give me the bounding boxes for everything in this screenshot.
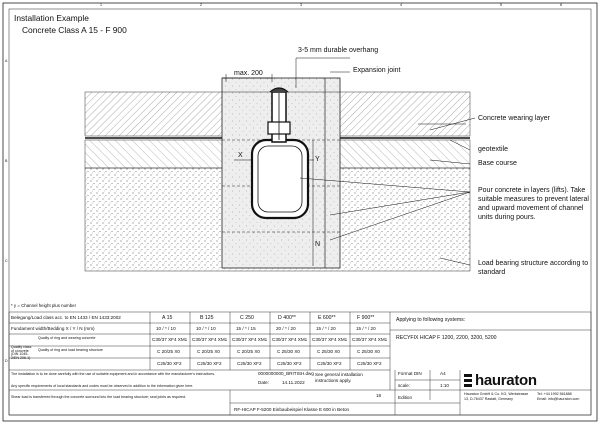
table-cell: 10 / * / 10 bbox=[196, 326, 216, 331]
hauraton-logo-mark bbox=[464, 374, 472, 387]
drawing-number: 0000000000_BRITISH.dwg bbox=[258, 371, 314, 376]
file-name: RF-HICAP F-5200 Einbaubeispiel Klasse E 600 in Beton bbox=[234, 407, 350, 412]
company-address: Hauraton GmbH & Co. KG, Werkstrasse 13, D-76437 Rastatt, Germany bbox=[464, 392, 529, 401]
company-phone: Tel: +44 1992 561888 bbox=[537, 392, 572, 396]
table-cell: C 25/30 X0 bbox=[317, 349, 340, 354]
applying-title: Applying to following systems: bbox=[396, 317, 466, 323]
border-letter: D bbox=[5, 359, 8, 363]
table-cell: C 25/30 X0 bbox=[277, 349, 300, 354]
scale-label: scale: bbox=[398, 383, 411, 388]
border-letter: C bbox=[5, 259, 8, 263]
table-cell: C30/37 XF4 XM1 bbox=[272, 337, 308, 342]
label-dim-n: N bbox=[315, 241, 321, 248]
note: The installation is to be done carefully with the use of suitable equipment and in accordance with the manufacturer's instructions. bbox=[11, 372, 216, 376]
date-label: Date: bbox=[258, 380, 269, 385]
label-pour-concrete: Pour concrete in layers (lifts). Take suitable measures to prevent lateral and upward movement of channel units during pours. bbox=[478, 187, 589, 221]
table-cell: C30/37 XF4 XM1 bbox=[232, 337, 268, 342]
table-cell: C30/37 XF4 XM1 bbox=[352, 337, 388, 342]
border-letter: B bbox=[5, 159, 8, 163]
table-header-label: Belegung/Load class acc. to EN 1433 / EN 1433:2002 bbox=[11, 315, 121, 320]
note: Shear load is transferred through the concrete surround into the load bearing structure; seal joints as required. bbox=[11, 395, 186, 399]
column-header: A 15 bbox=[162, 315, 173, 321]
row-label: Fundament width/Bedding X / Y / N (mm) bbox=[11, 326, 95, 331]
column-header: D 400** bbox=[278, 315, 296, 321]
table-cell: C 20/25 X0 bbox=[197, 349, 220, 354]
format-value: A4 bbox=[440, 371, 446, 376]
footnote: * y = Channel height plus number bbox=[11, 303, 77, 308]
border-number: 4 bbox=[400, 3, 402, 7]
label-max: max. 200 bbox=[234, 70, 263, 77]
table-cell: C25/30 XF2 bbox=[357, 361, 382, 366]
column-header: B 125 bbox=[200, 315, 214, 321]
drawing-title-line1: Installation Example bbox=[14, 13, 89, 23]
company-logo: hauraton bbox=[475, 372, 537, 389]
label-wearing-layer: Concrete wearing layer bbox=[478, 115, 550, 122]
table-cell: C30/37 XF4 XM1 bbox=[192, 337, 228, 342]
label-load-bearing: Load bearing structure according to standard bbox=[478, 260, 589, 276]
drawing-title-line2: Concrete Class A 15 - F 900 bbox=[22, 25, 127, 35]
table-cell: C25/30 XF2 bbox=[157, 361, 182, 366]
table-cell: C25/30 XF2 bbox=[317, 361, 342, 366]
edition-label: Edition bbox=[398, 395, 413, 400]
table-cell: 15 / * / 15 bbox=[236, 326, 256, 331]
general-note: See general installation instructions apply. bbox=[315, 372, 363, 383]
applying-systems: RECYFIX HICAP F 1200, 2200, 3200, 5200 bbox=[396, 335, 497, 341]
company-email: Email: info@hauraton.com bbox=[537, 397, 580, 401]
table-cell: C25/30 XF2 bbox=[197, 361, 222, 366]
note: Any specific requirements of local standards and codes must be observed in addition to the information given here. bbox=[11, 384, 194, 388]
column-header: E 600** bbox=[318, 315, 336, 321]
table-cell: C 20/25 X0 bbox=[237, 349, 260, 354]
table-cell: C25/30 XF2 bbox=[277, 361, 302, 366]
side-label-1: Quality of ring and wearing concrete bbox=[38, 336, 96, 340]
column-header: C 250 bbox=[240, 315, 254, 321]
border-number: 3 bbox=[300, 3, 302, 7]
scale-value: 1:10 bbox=[440, 383, 449, 388]
label-expansion-joint: Expansion joint bbox=[353, 67, 401, 74]
table-cell: C30/37 XF4 XM1 bbox=[152, 337, 188, 342]
border-number: 2 bbox=[200, 3, 202, 7]
border-letter: A bbox=[5, 59, 8, 63]
label-dim-x: X bbox=[238, 152, 243, 159]
table-cell: 10 / * / 10 bbox=[156, 326, 176, 331]
table-cell: C 25/30 X0 bbox=[357, 349, 380, 354]
border-number: 6 bbox=[560, 3, 562, 7]
border-number: 1 bbox=[100, 3, 102, 7]
sheet-number: 18 bbox=[376, 393, 382, 398]
table-cell: 20 / * / 20 bbox=[276, 326, 296, 331]
column-header: F 900** bbox=[357, 315, 375, 321]
label-geotextile: geotextile bbox=[478, 146, 508, 153]
format-label: Format DIN bbox=[398, 371, 422, 376]
table-cell: C25/30 XF2 bbox=[237, 361, 262, 366]
table-cell: C30/37 XF4 XM1 bbox=[312, 337, 348, 342]
table-cell: 15 / * / 20 bbox=[356, 326, 376, 331]
border-number: 5 bbox=[500, 3, 502, 7]
date-value: 14.11.2022 bbox=[282, 380, 305, 385]
label-overhang: 3-5 mm durable overhang bbox=[298, 47, 379, 54]
label-base-course: Base course bbox=[478, 160, 517, 167]
label-dim-y: Y bbox=[315, 156, 320, 163]
side-note: Quality class of concrete (DIN 1045-2/EN 206-1) bbox=[11, 345, 32, 360]
side-label-2: Quality of ring and load bearing structure bbox=[38, 348, 103, 352]
table-cell: 15 / * / 20 bbox=[316, 326, 336, 331]
table-cell: C 20/25 X0 bbox=[157, 349, 180, 354]
